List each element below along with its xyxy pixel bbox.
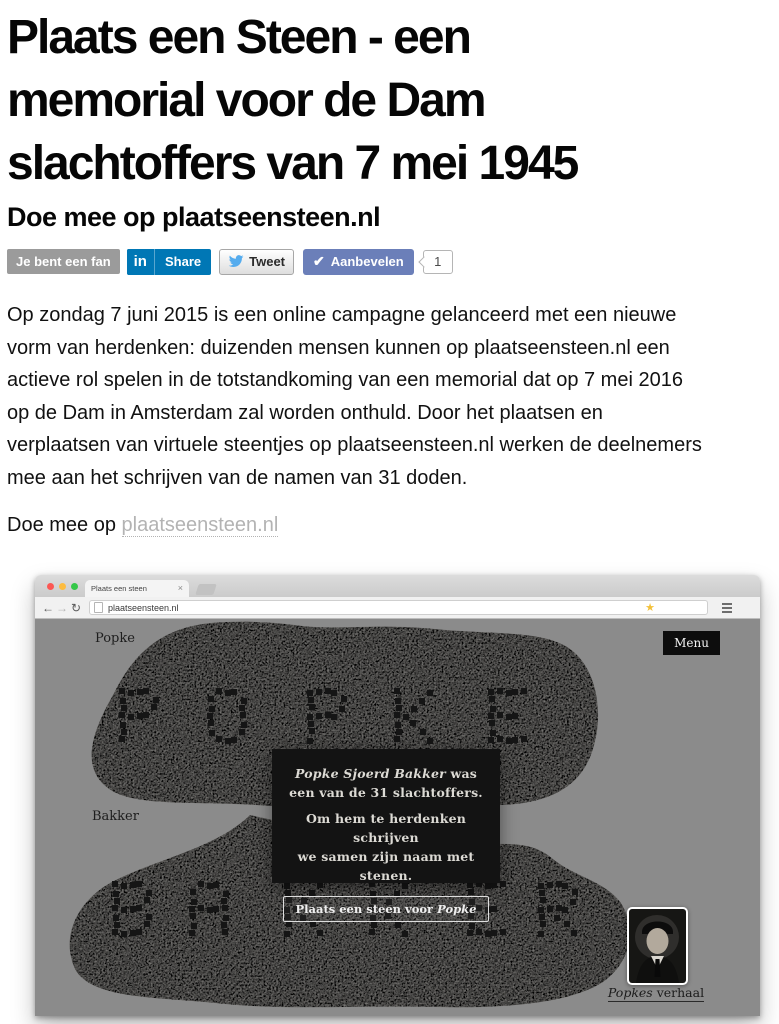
photo-caption-link[interactable]: Popkes verhaal [607,985,705,1000]
like-count-bubble: 1 [423,250,453,274]
cta-line [7,514,779,537]
linkedin-share-button[interactable] [127,249,211,275]
cta-link[interactable]: plaatseensteen.nl [121,514,279,536]
paragraph-line: verplaatsen van virtuele steentjes op plaatseensteen.nl werken de deelnemers [7,434,702,456]
modal-line: Om hem te herdenken schrijven [305,811,467,845]
page-subtitle: Doe mee op plaatseensteen.nl [7,202,381,232]
minimize-window-button[interactable] [59,583,66,590]
facebook-fan-badge[interactable]: Je bent een fan [7,249,120,274]
browser-window [35,575,760,1016]
zoom-window-button[interactable] [71,583,78,590]
tweet-label: Tweet [249,254,286,269]
browser-tabstrip [35,575,760,597]
page-icon [94,602,103,613]
forward-button[interactable]: → [56,600,68,615]
reload-button[interactable]: ↻ [70,600,82,615]
stone-name-label-bakker: Bakker [92,809,139,824]
recommend-button[interactable] [303,249,414,275]
portrait-image [629,909,686,983]
tweet-button[interactable] [219,249,294,275]
victim-photo[interactable] [627,907,688,985]
social-buttons-row [7,248,779,275]
close-window-button[interactable] [47,583,54,590]
stone-name-label-popke: Popke [95,631,135,646]
new-tab-button[interactable] [195,584,217,595]
paragraph-line: Op zondag 7 juni 2015 is een online campagne gelanceerd met een nieuwe [7,304,677,326]
cta-prefix: Doe mee op [7,514,122,536]
site-viewport [35,619,760,1016]
title-line: slachtoffers van 7 mei 1945 [7,137,578,190]
site-menu-button[interactable]: Menu [663,631,720,655]
browser-toolbar [35,597,760,619]
linkedin-share-label: Share [164,254,202,269]
modal-line: Popke Sjoerd Bakker was [294,766,477,781]
paragraph-line: mee aan het schrijven van de namen van 31 doden. [7,466,468,489]
place-stone-button[interactable]: Plaats een steen voor Popke [283,896,490,922]
url-bar[interactable] [89,600,708,615]
paragraph-line: op de Dam in Amsterdam zal worden onthuld. Door het plaatsen en [7,401,603,424]
check-icon: ✔ [313,253,325,269]
article-paragraph [7,299,779,494]
twitter-bird-icon [228,255,244,268]
bookmark-star-icon[interactable]: ★ [645,602,655,614]
page-title [7,6,779,195]
recommend-label: Aanbevelen [330,254,404,269]
title-line: memorial voor de Dam [7,74,485,127]
memorial-modal [272,749,500,916]
browser-menu-icon[interactable] [722,603,732,613]
tab-close-icon[interactable]: × [177,583,183,593]
tab-title: Plaats een steen [91,584,147,593]
url-text: plaatseensteen.nl [108,602,179,613]
browser-tab[interactable] [85,580,189,597]
title-line: Plaats een Steen - een [7,11,470,64]
back-button[interactable]: ← [42,600,54,615]
modal-line: een van de 31 slachtoffers. [289,785,483,800]
linkedin-icon: in [127,249,155,275]
modal-line: we samen zijn naam met stenen. [297,849,475,883]
victim-name: Popke Sjoerd Bakker [294,766,446,781]
paragraph-line: actieve rol spelen in de totstandkoming van een memorial dat op 7 mei 2016 [7,369,683,391]
paragraph-line: vorm van herdenken: duizenden mensen kunnen op plaatseensteen.nl een [7,336,670,359]
